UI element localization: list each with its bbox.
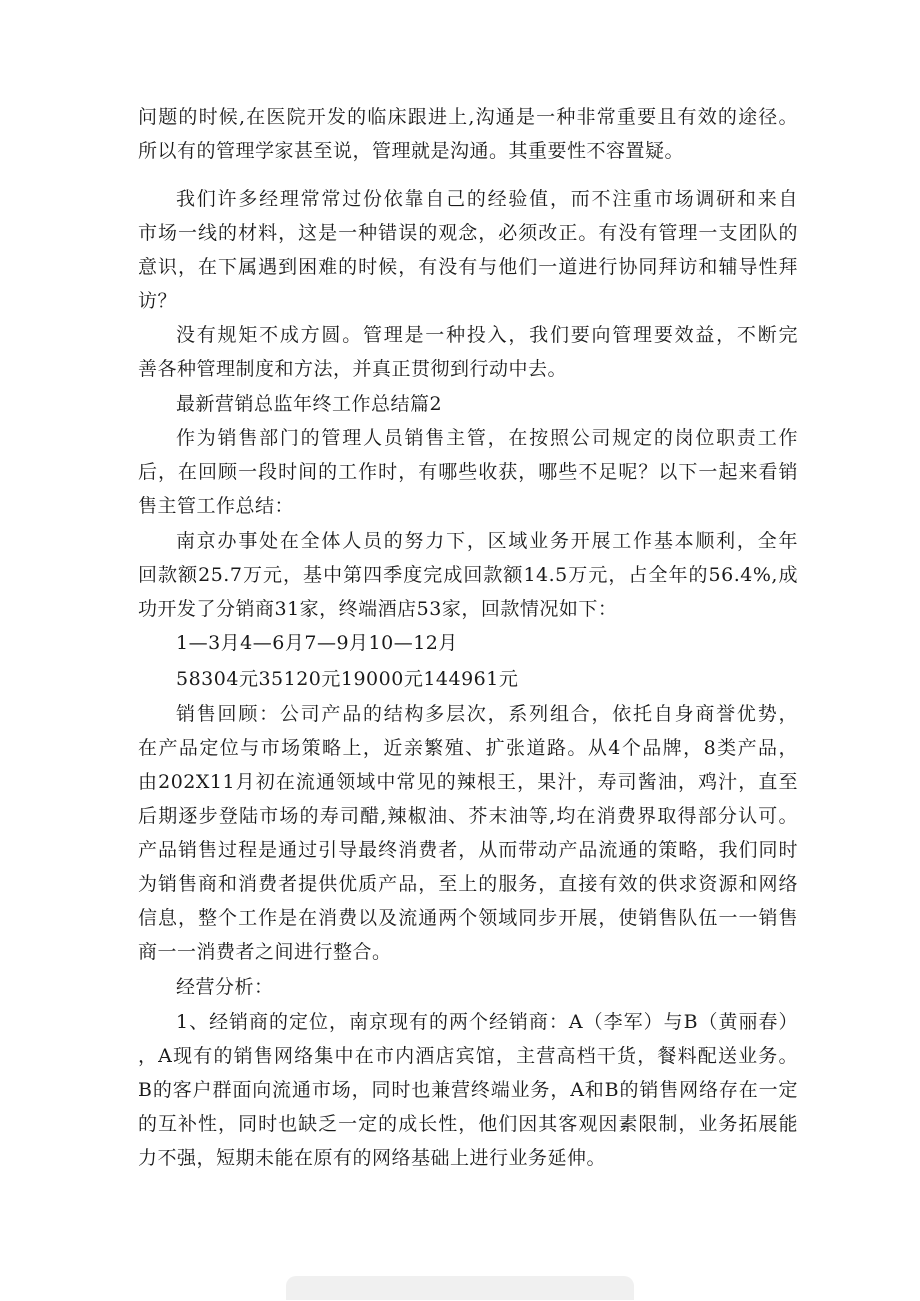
paragraph-line: 产品销售过程是通过引导最终消费者，从而带动产品流通的策略，我们同时 (138, 839, 798, 861)
paragraph-line: 访？ (138, 290, 178, 312)
page-footer (0, 1276, 920, 1301)
paragraph-line: 作为销售部门的管理人员销售主管，在按照公司规定的岗位职责工作 (176, 427, 798, 449)
quarter-amounts: 58304元35120元19000元144961元 (176, 668, 519, 690)
paragraph-line: 没有规矩不成方圆。管理是一种投入，我们要向管理要效益，不断完 (176, 324, 798, 346)
section-heading: 最新营销总监年终工作总结篇2 (176, 393, 443, 415)
paragraph-line: 问题的时候,在医院开发的临床跟进上,沟通是一种非常重要且有效的途径。 (138, 106, 798, 128)
paragraph-line: 善各种管理制度和方法，并真正贯彻到行动中去。 (138, 358, 568, 380)
paragraph-line: ，A现有的销售网络集中在市内酒店宾馆，主营高档干货，餐料配送业务。 (138, 1045, 798, 1067)
paragraph-line: 1、经销商的定位，南京现有的两个经销商：A（李军）与B（黄丽春） (176, 1011, 798, 1033)
paragraph-line: 商一一消费者之间进行整合。 (138, 941, 392, 963)
section-heading: 经营分析： (176, 976, 274, 998)
paragraph-line: 的互补性，同时也缺乏一定的成长性，他们因其客观因素限制，业务拓展能 (138, 1113, 798, 1135)
paragraph-line: 所以有的管理学家甚至说，管理就是沟通。其重要性不容置疑。 (138, 140, 685, 162)
paragraph-line: 后期逐步登陆市场的寿司醋,辣椒油、芥末油等,均在消费界取得部分认可。 (138, 805, 798, 827)
paragraph-line: 南京办事处在全体人员的努力下，区域业务开展工作基本顺利，全年 (176, 530, 798, 552)
paragraph-line: 售主管工作总结： (138, 495, 295, 517)
paragraph-line: 信息，整个工作是在消费以及流通两个领域同步开展，使销售队伍一一销售 (138, 907, 798, 929)
paragraph-line: 意识，在下属遇到困难的时候，有没有与他们一道进行协同拜访和辅导性拜 (138, 256, 798, 278)
paragraph-line: B的客户群面向流通市场，同时也兼营终端业务，A和B的销售网络存在一定 (138, 1079, 798, 1101)
paragraph-line: 功开发了分销商31家，终端酒店53家，回款情况如下： (138, 598, 618, 620)
paragraph-line: 市场一线的材料，这是一种错误的观念，必须改正。有没有管理一支团队的 (138, 222, 798, 244)
paragraph-line: 为销售商和消费者提供优质产品，至上的服务，直接有效的供求资源和网络 (138, 873, 798, 895)
paragraph-line: 由202X11月初在流通领域中常见的辣根王，果汁，寿司酱油，鸡汁，直至 (138, 771, 798, 793)
paragraph-line: 在产品定位与市场策略上，近亲繁殖、扩张道路。从4个品牌，8类产品， (138, 737, 798, 759)
footer-tab (286, 1276, 634, 1300)
paragraph-line: 回款额25.7万元，基中第四季度完成回款额14.5万元，占全年的56.4%,成 (138, 564, 798, 586)
quarter-labels: 1—3月4—6月7—9月10—12月 (176, 632, 458, 654)
paragraph-line: 后，在回顾一段时间的工作时，有哪些收获，哪些不足呢？以下一起来看销 (138, 461, 798, 483)
paragraph-line: 力不强，短期未能在原有的网络基础上进行业务延伸。 (138, 1147, 607, 1169)
paragraph-line: 我们许多经理常常过份依靠自己的经验值，而不注重市场调研和来自 (176, 188, 798, 210)
paragraph-line: 销售回顾：公司产品的结构多层次，系列组合，依托自身商誉优势， (176, 703, 798, 725)
